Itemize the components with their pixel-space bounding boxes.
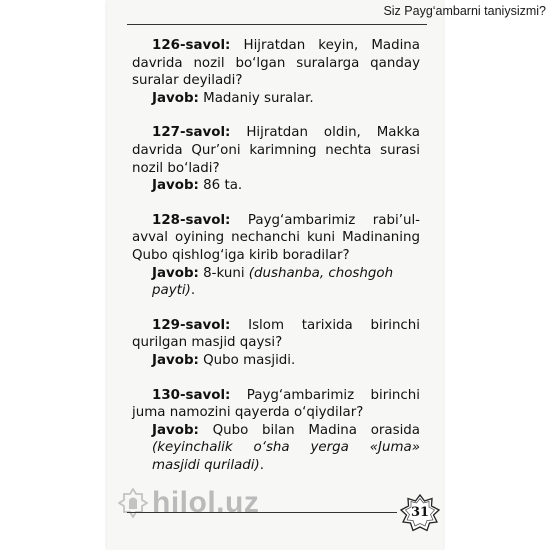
footer-divider: [127, 512, 397, 513]
answer-paragraph: [132, 90, 420, 108]
answer-label: Javob:: [152, 178, 199, 194]
watermark-text: hilol.uz: [152, 486, 260, 519]
question-text: Payg‘ambarimiz rabi’ul-avval oyining nechanchi kuni Madinaning Qubo qishlog‘iga kirib boradilar?: [132, 212, 420, 263]
answer-text: 8-kuni: [198, 265, 249, 281]
answer-text: 86 ta.: [198, 178, 243, 194]
question-label: 126-savol:: [152, 38, 231, 53]
question-paragraph: [132, 212, 420, 265]
answer-text: Madaniy suralar.: [198, 90, 314, 106]
question-paragraph: [132, 317, 420, 352]
answer-italic-note: (dushanba, choshgoh payti): [152, 265, 394, 299]
answer-italic-note: (keyinchalik o‘sha yerga «Juma» masjidi quriladi): [152, 440, 420, 473]
qa-item: [132, 124, 420, 194]
running-header-title: Siz Payg‘ambarni taniysizmi?: [383, 4, 546, 18]
qa-item: [132, 387, 420, 475]
question-paragraph: [132, 124, 420, 177]
answer-label: Javob:: [152, 422, 199, 438]
mosque-logo-icon: [118, 488, 148, 518]
answer-paragraph: [132, 177, 420, 195]
question-text: Islom tarixida birinchi qurilgan masjid qaysi?: [132, 317, 420, 351]
answer-tail: .: [190, 283, 196, 299]
qa-content: [132, 37, 420, 491]
answer-paragraph: [132, 265, 420, 300]
watermark: [118, 486, 259, 520]
question-text: Payg‘ambarimiz birinchi juma namozini qayerda o‘qiydilar?: [132, 387, 420, 421]
answer-label: Javob:: [152, 352, 199, 368]
answer-text: Qubo masjidi.: [198, 352, 296, 368]
qa-item: [132, 212, 420, 300]
qa-item: [132, 317, 420, 370]
question-text: Hijratdan keyin, Madina davrida nozil bo‘lgan suralarga qanday suralar deyiladi?: [132, 38, 420, 89]
question-label: 129-savol:: [152, 317, 231, 333]
question-paragraph: [132, 37, 420, 90]
answer-paragraph: [132, 422, 420, 475]
qa-item: [132, 37, 420, 107]
question-paragraph: [132, 387, 420, 422]
answer-label: Javob:: [152, 265, 199, 281]
answer-text: Qubo bilan Madina orasida: [198, 422, 420, 438]
answer-tail: .: [259, 457, 264, 473]
page-number: 31: [410, 505, 430, 520]
answer-label: Javob:: [152, 90, 199, 106]
question-label: 130-savol:: [152, 387, 231, 403]
header-divider: [127, 24, 427, 25]
answer-paragraph: [132, 352, 420, 370]
question-label: 128-savol:: [152, 212, 231, 228]
question-text: Hijratdan oldin, Makka davrida Qur’oni karimning nechta surasi nozil bo‘ladi?: [132, 125, 420, 176]
question-label: 127-savol:: [152, 125, 231, 141]
